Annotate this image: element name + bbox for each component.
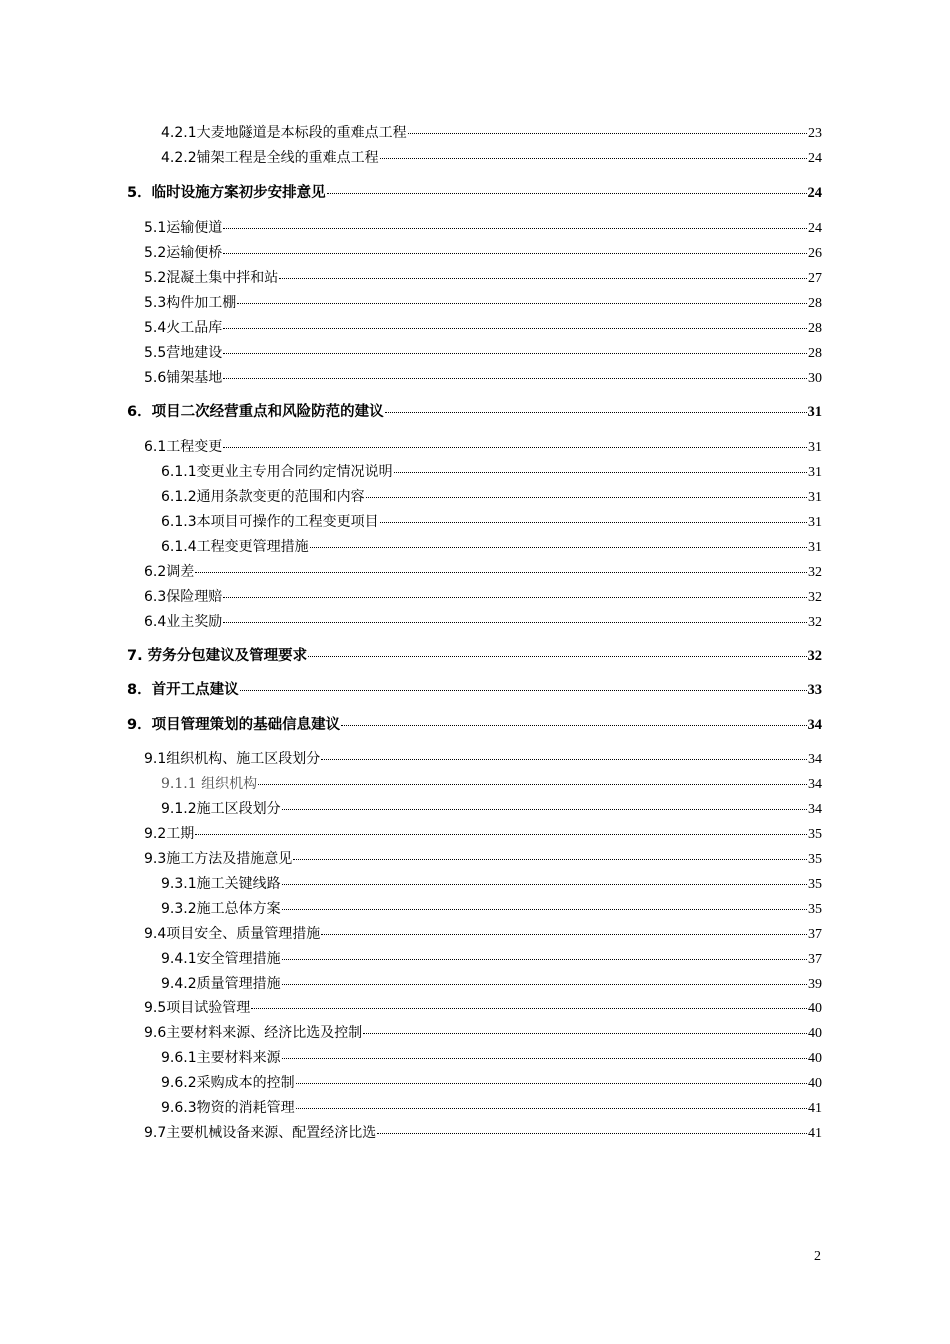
toc-entry-page: 23 <box>808 126 822 141</box>
toc-dot-leader <box>321 759 807 760</box>
toc-entry[interactable] <box>144 438 822 457</box>
toc-entry-page: 31 <box>808 465 822 480</box>
toc-entry-title: 9.4.1安全管理措施 <box>161 951 281 967</box>
toc-dot-leader <box>394 472 807 473</box>
toc-entry-page: 34 <box>807 717 822 733</box>
toc-dot-leader <box>341 725 806 726</box>
toc-entry-page: 31 <box>807 404 822 420</box>
toc-entry[interactable] <box>144 319 822 338</box>
toc-entry-title: 6.3保险理赔 <box>144 589 223 605</box>
toc-entry-title: 4.2.2铺架工程是全线的重难点工程 <box>161 150 379 166</box>
toc-entry-title: 9.6.2采购成本的控制 <box>161 1075 295 1091</box>
toc-entry[interactable] <box>161 513 822 532</box>
toc-entry-title: 8．首开工点建议 <box>127 682 239 698</box>
page-number: 2 <box>814 1249 821 1264</box>
toc-entry-title: 6.2调差 <box>144 564 195 580</box>
toc-dot-leader <box>296 1083 807 1084</box>
toc-entry[interactable] <box>161 538 822 557</box>
toc-dot-leader <box>223 597 807 598</box>
toc-entry-page: 32 <box>808 590 822 605</box>
toc-dot-leader <box>408 133 807 134</box>
toc-entry[interactable] <box>127 184 822 202</box>
toc-entry[interactable] <box>161 1099 822 1118</box>
toc-dot-leader <box>258 784 807 785</box>
toc-entry[interactable] <box>161 900 822 919</box>
toc-entry[interactable] <box>127 403 822 421</box>
toc-entry-title: 9.3施工方法及措施意见 <box>144 851 293 867</box>
toc-entry-page: 40 <box>808 1051 822 1066</box>
toc-dot-leader <box>223 447 807 448</box>
toc-dot-leader <box>380 522 807 523</box>
toc-dot-leader <box>251 1008 807 1009</box>
toc-entry-title: 6.1.2通用条款变更的范围和内容 <box>161 489 365 505</box>
toc-dot-leader <box>282 884 807 885</box>
toc-entry-page: 39 <box>808 977 822 992</box>
toc-entry-title: 5.1运输便道 <box>144 220 223 236</box>
toc-entry-page: 34 <box>808 752 822 767</box>
toc-entry[interactable] <box>161 463 822 482</box>
toc-entry-page: 31 <box>808 440 822 455</box>
toc-entry[interactable] <box>127 716 822 734</box>
toc-entry-title: 5.2混凝土集中拌和站 <box>144 270 279 286</box>
toc-dot-leader <box>293 859 807 860</box>
toc-entry[interactable] <box>144 219 822 238</box>
toc-dot-leader <box>237 303 807 304</box>
toc-entry-page: 30 <box>808 371 822 386</box>
toc-entry-page: 41 <box>808 1101 822 1116</box>
toc-entry[interactable] <box>144 1124 822 1143</box>
toc-entry-page: 37 <box>808 927 822 942</box>
toc-entry-page: 27 <box>808 271 822 286</box>
toc-entry[interactable] <box>127 681 822 699</box>
toc-entry[interactable] <box>161 975 822 994</box>
toc-entry-page: 24 <box>808 221 822 236</box>
toc-entry-title: 9.1.2施工区段划分 <box>161 801 281 817</box>
toc-entry-title: 9.5项目试验管理 <box>144 1000 251 1016</box>
toc-entry-page: 31 <box>808 540 822 555</box>
toc-entry[interactable] <box>161 950 822 969</box>
toc-entry-page: 34 <box>808 777 822 792</box>
toc-entry-page: 31 <box>808 490 822 505</box>
toc-entry[interactable] <box>144 999 822 1018</box>
toc-dot-leader <box>223 353 807 354</box>
toc-entry-title: 5.6铺架基地 <box>144 370 223 386</box>
toc-entry-page: 34 <box>808 802 822 817</box>
toc-entry[interactable] <box>144 750 822 769</box>
toc-entry-title: 9.1组织机构、施工区段划分 <box>144 751 321 767</box>
toc-entry[interactable] <box>144 369 822 388</box>
toc-entry[interactable] <box>144 244 822 263</box>
toc-entry-page: 40 <box>808 1076 822 1091</box>
toc-entry-page: 35 <box>808 877 822 892</box>
toc-dot-leader <box>195 834 807 835</box>
toc-dot-leader <box>296 1108 807 1109</box>
toc-entry[interactable] <box>161 1074 822 1093</box>
toc-entry-title: 9.4.2质量管理措施 <box>161 976 281 992</box>
toc-dot-leader <box>282 1058 807 1059</box>
toc-entry-page: 40 <box>808 1001 822 1016</box>
toc-dot-leader <box>310 547 807 548</box>
toc-dot-leader <box>380 158 807 159</box>
toc-entry[interactable] <box>161 800 822 819</box>
toc-entry[interactable] <box>161 1049 822 1068</box>
toc-dot-leader <box>282 959 807 960</box>
toc-entry[interactable] <box>144 588 822 607</box>
toc-entry-title: 9.4项目安全、质量管理措施 <box>144 926 321 942</box>
toc-dot-leader <box>308 656 806 657</box>
toc-entry[interactable] <box>144 1024 822 1043</box>
toc-entry-title: 5．临时设施方案初步安排意见 <box>127 185 326 201</box>
toc-dot-leader <box>240 690 807 691</box>
toc-entry[interactable] <box>144 563 822 582</box>
toc-entry-title: 9.3.2施工总体方案 <box>161 901 281 917</box>
toc-entry-page: 24 <box>808 151 822 166</box>
toc-entry-page: 40 <box>808 1026 822 1041</box>
toc-dot-leader <box>282 984 807 985</box>
toc-entry[interactable] <box>161 875 822 894</box>
toc-entry[interactable] <box>144 269 822 288</box>
toc-entry-title: 6.1工程变更 <box>144 439 223 455</box>
toc-entry-title: 9.6主要材料来源、经济比选及控制 <box>144 1025 363 1041</box>
toc-dot-leader <box>195 572 807 573</box>
toc-entry-page: 32 <box>808 565 822 580</box>
toc-entry-title: 6.1.4工程变更管理措施 <box>161 539 309 555</box>
toc-dot-leader <box>223 253 807 254</box>
toc-entry-page: 26 <box>808 246 822 261</box>
toc-entry[interactable] <box>144 825 822 844</box>
toc-entry[interactable] <box>144 925 822 944</box>
toc-entry-title: 5.5营地建设 <box>144 345 223 361</box>
toc-entry-title: 9.6.1主要材料来源 <box>161 1050 281 1066</box>
toc-entry-title: 9.7主要机械设备来源、配置经济比选 <box>144 1125 377 1141</box>
toc-entry-page: 28 <box>808 321 822 336</box>
toc-entry-title: 6.1.3本项目可操作的工程变更项目 <box>161 514 379 530</box>
toc-entry[interactable] <box>144 294 822 313</box>
toc-entry-title: 9.2工期 <box>144 826 195 842</box>
toc-dot-leader <box>366 497 807 498</box>
toc-entry-page: 28 <box>808 346 822 361</box>
toc-entry-page: 35 <box>808 902 822 917</box>
toc-entry-title: 9.3.1施工关键线路 <box>161 876 281 892</box>
toc-entry-title: 6.4业主奖励 <box>144 614 223 630</box>
toc-entry-title: 4.2.1大麦地隧道是本标段的重难点工程 <box>161 125 407 141</box>
toc-dot-leader <box>363 1033 807 1034</box>
toc-dot-leader <box>282 809 807 810</box>
toc-entry-page: 41 <box>808 1126 822 1141</box>
toc-dot-leader <box>385 412 807 413</box>
toc-entry-title: 5.2运输便桥 <box>144 245 223 261</box>
toc-entry[interactable] <box>161 149 822 168</box>
toc-dot-leader <box>321 934 807 935</box>
toc-entry-title: 6.1.1变更业主专用合同约定情况说明 <box>161 464 393 480</box>
toc-entry-page: 28 <box>808 296 822 311</box>
toc-entry-title: 9.6.3物资的消耗管理 <box>161 1100 295 1116</box>
toc-dot-leader <box>223 228 807 229</box>
toc-entry-page: 32 <box>807 648 822 664</box>
toc-entry-title: 6．项目二次经营重点和风险防范的建议 <box>127 404 384 420</box>
toc-entry-title: 5.4火工品库 <box>144 320 223 336</box>
toc-entry[interactable] <box>161 488 822 507</box>
toc-entry-page: 31 <box>808 515 822 530</box>
toc-entry[interactable] <box>127 647 822 665</box>
toc-dot-leader <box>279 278 807 279</box>
toc-dot-leader <box>282 909 807 910</box>
toc-entry-title: 9.1.1 组织机构 <box>161 776 258 792</box>
toc-entry[interactable] <box>161 124 822 143</box>
toc-entry-page: 33 <box>807 682 822 698</box>
toc-entry-title: 7. 劳务分包建议及管理要求 <box>127 648 308 664</box>
toc-entry-title: 5.3构件加工棚 <box>144 295 237 311</box>
toc-entry-title: 9．项目管理策划的基础信息建议 <box>127 717 341 733</box>
toc-dot-leader <box>223 378 807 379</box>
toc-entry[interactable] <box>144 613 822 632</box>
toc-entry-page: 24 <box>807 185 822 201</box>
toc-entry-page: 35 <box>808 827 822 842</box>
toc-dot-leader <box>377 1133 807 1134</box>
toc-dot-leader <box>223 328 807 329</box>
toc-entry-page: 35 <box>808 852 822 867</box>
toc-entry-page: 37 <box>808 952 822 967</box>
toc-entry[interactable] <box>161 775 822 794</box>
toc-entry-page: 32 <box>808 615 822 630</box>
toc-dot-leader <box>327 193 807 194</box>
toc-dot-leader <box>223 622 807 623</box>
toc-entry[interactable] <box>144 344 822 363</box>
toc-entry[interactable] <box>144 850 822 869</box>
